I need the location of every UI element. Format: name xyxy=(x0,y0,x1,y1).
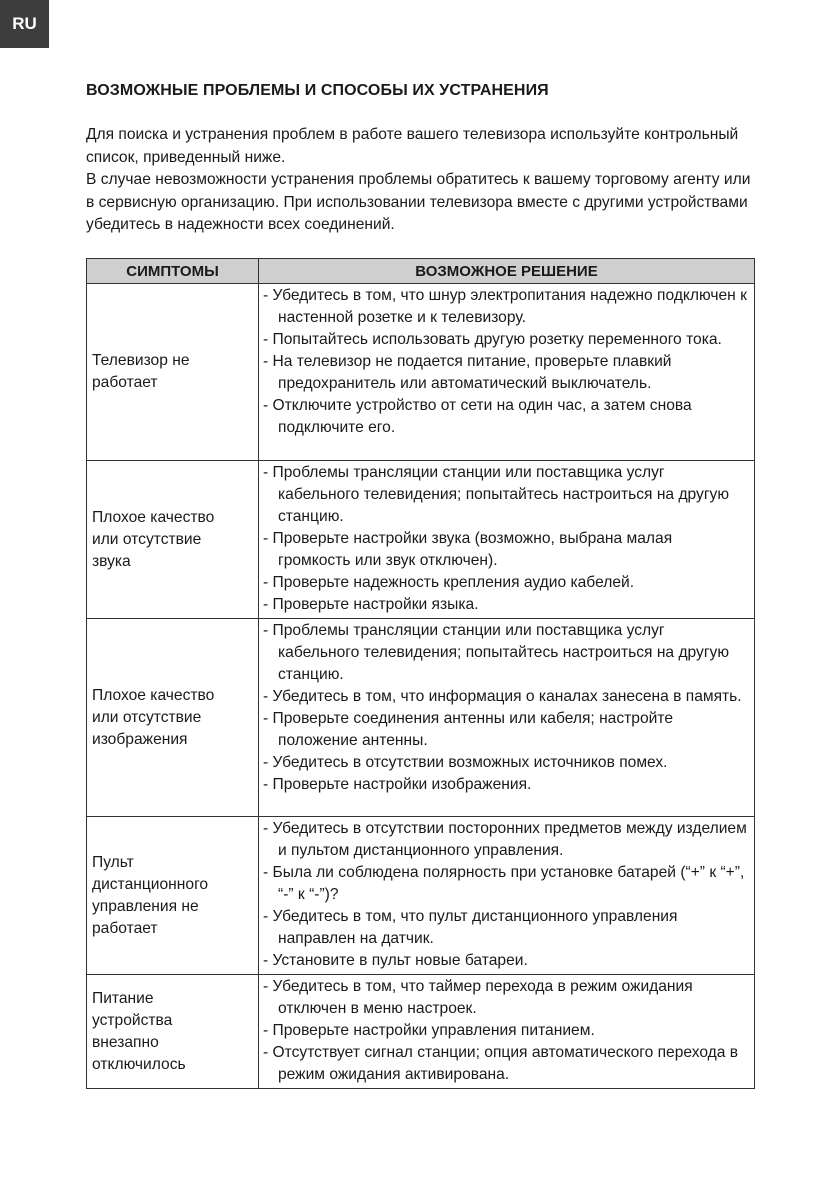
troubleshooting-table-container xyxy=(86,258,754,1089)
solution-cell xyxy=(259,461,755,619)
solution-item: - Отключите устройство от сети на один час, а затем снова подключите его. xyxy=(263,397,692,436)
symptom-cell xyxy=(87,975,259,1089)
solution-item: - Убедитесь в том, что пульт дистанционного управления направлен на датчик. xyxy=(263,908,678,947)
solution-item: - Убедитесь в том, что шнур электропитания надежно подключен к настенной розетке и к телевизору. xyxy=(263,287,747,326)
solution-cell xyxy=(259,817,755,975)
troubleshooting-table xyxy=(86,258,755,1089)
table-row xyxy=(87,284,755,461)
solution-item: - Отсутствует сигнал станции; опция автоматического перехода в режим ожидания активирована. xyxy=(263,1044,739,1083)
solution-item: - На телевизор не подается питание, проверьте плавкий предохранитель или автоматический выключатель. xyxy=(263,353,672,392)
symptom-cell xyxy=(87,619,259,817)
page-title: ВОЗМОЖНЫЕ ПРОБЛЕМЫ И СПОСОБЫ ИХ УСТРАНЕНИЯ xyxy=(86,82,549,99)
header-solution: ВОЗМОЖНОЕ РЕШЕНИЕ xyxy=(259,259,755,284)
symptom-text: Плохое качество или отсутствие звука xyxy=(92,508,215,570)
table-row xyxy=(87,817,755,975)
solution-item: - Проверьте настройки управления питанием. xyxy=(263,1022,595,1039)
solution-item: - Убедитесь в отсутствии посторонних предметов между изделием и пультом дистанционного управления. xyxy=(263,820,747,859)
header-symptoms: СИМПТОМЫ xyxy=(87,259,259,284)
symptom-text: Плохое качество или отсутствие изображения xyxy=(92,686,215,748)
solution-item: - Проверьте настройки языка. xyxy=(263,596,479,613)
solution-item: - Проверьте настройки звука (возможно, выбрана малая громкость или звук отключен). xyxy=(263,530,673,569)
solution-item: - Проблемы трансляции станции или поставщика услуг кабельного телевидения; попытайтесь настроиться на другую станцию. xyxy=(263,622,730,683)
solution-item: - Проверьте надежность крепления аудио кабелей. xyxy=(263,574,635,591)
table-header-row xyxy=(87,259,755,284)
symptom-cell xyxy=(87,817,259,975)
symptom-text: Телевизор не работает xyxy=(92,352,190,391)
solution-cell xyxy=(259,284,755,461)
solution-item: - Попытайтесь использовать другую розетку переменного тока. xyxy=(263,331,722,348)
solution-item: - Убедитесь в том, что таймер перехода в режим ожидания отключен в меню настроек. xyxy=(263,978,693,1017)
symptom-text: Питание устройства внезапно отключилось xyxy=(92,989,186,1073)
solution-cell xyxy=(259,975,755,1089)
table-row xyxy=(87,975,755,1089)
intro-text xyxy=(86,124,756,237)
symptom-cell xyxy=(87,284,259,461)
solution-item: - Проверьте настройки изображения. xyxy=(263,776,532,793)
table-row xyxy=(87,619,755,817)
symptom-text: Пульт дистанционного управления не работает xyxy=(92,853,209,937)
solution-item: - Убедитесь в отсутствии возможных источников помех. xyxy=(263,754,668,771)
solution-item: - Убедитесь в том, что информация о каналах занесена в память. xyxy=(263,688,742,705)
symptom-cell xyxy=(87,461,259,619)
solution-cell xyxy=(259,619,755,817)
intro-paragraph: Для поиска и устранения проблем в работе вашего телевизора используйте контрольный список, приведенный ниже. xyxy=(86,126,739,166)
solution-item: - Проверьте соединения антенны или кабеля; настройте положение антенны. xyxy=(263,710,673,749)
solution-item: - Была ли соблюдена полярность при установке батарей (“+” к “+”, “-” к “-”)? xyxy=(263,864,745,903)
language-badge: RU xyxy=(0,0,49,48)
table-row xyxy=(87,461,755,619)
solution-item: - Проблемы трансляции станции или поставщика услуг кабельного телевидения; попытайтесь настроиться на другую станцию. xyxy=(263,464,730,525)
intro-paragraph: В случае невозможности устранения проблемы обратитесь к вашему торговому агенту или в сервисную организацию. При использовании телевизора вместе с другими устройствами убедитесь в надежности всех соединений. xyxy=(86,171,751,233)
solution-item: - Установите в пульт новые батареи. xyxy=(263,952,528,969)
